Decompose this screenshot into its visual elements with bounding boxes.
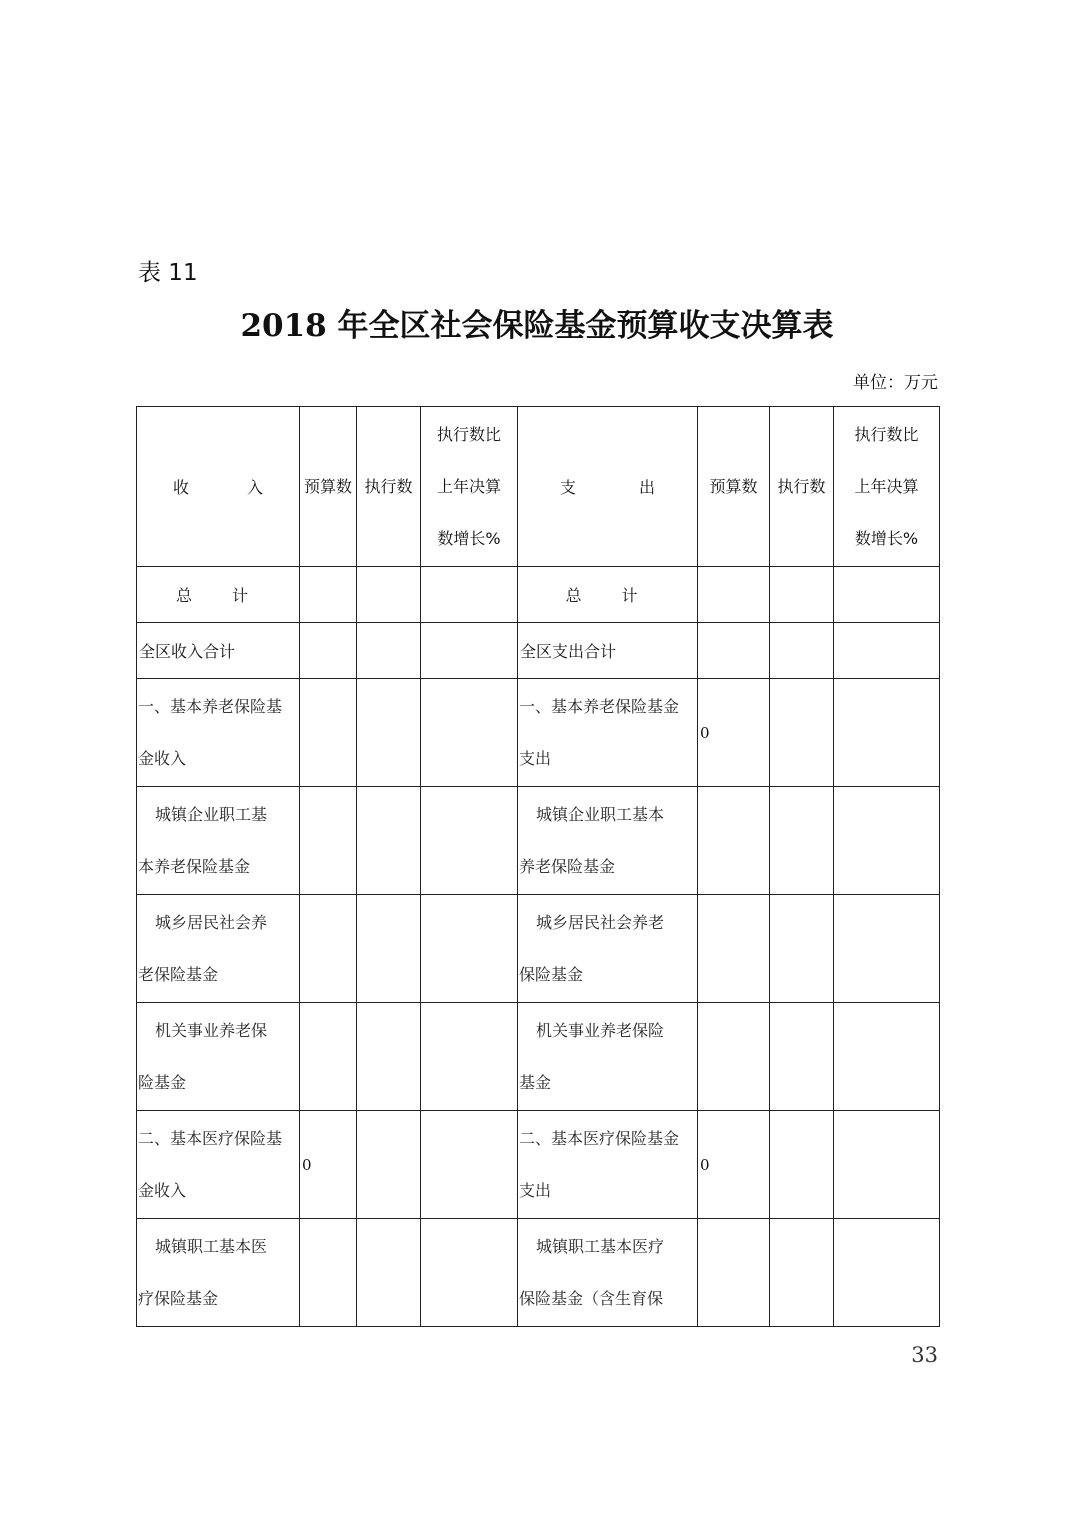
expense-label-line: 总 计 [565, 586, 650, 605]
income-header-left: 收 [173, 478, 190, 497]
income-executed-cell [357, 895, 421, 1003]
expense-growth-cell [834, 895, 940, 1003]
expense-header [518, 407, 698, 567]
income-label-line: 二、基本医疗保险基 [138, 1128, 283, 1148]
income-label-line: 金收入 [138, 1180, 187, 1200]
income-label-cell [137, 1111, 300, 1219]
income-executed-cell [357, 679, 421, 787]
growth-header-line: 上年决算 [436, 476, 501, 496]
expense-label-line: 一、基本养老保险基金 [519, 696, 680, 716]
expense-budget-cell [698, 567, 770, 623]
income-label-line: 一、基本养老保险基 [138, 696, 283, 716]
expense-label-line: 支出 [519, 748, 552, 768]
income-label-line: 城乡居民社会养 [155, 912, 268, 932]
income-header [137, 407, 300, 567]
income-budget-cell [300, 1003, 357, 1111]
income-header-right: 入 [246, 478, 263, 497]
expense-header-left: 支 [560, 478, 577, 497]
growth-header-line: 执行数比 [854, 424, 919, 444]
expense-label-line: 保险基金 [519, 964, 584, 984]
income-label-line: 城镇企业职工基 [155, 804, 268, 824]
income-executed-header: 执行数 [357, 407, 421, 567]
expense-executed-cell [770, 1003, 834, 1111]
income-growth-cell [421, 1219, 518, 1327]
income-label-cell [137, 1219, 300, 1327]
expense-label-cell [518, 1219, 698, 1327]
income-executed-cell [357, 1003, 421, 1111]
expense-label-line: 机关事业养老保险 [536, 1020, 665, 1040]
income-executed-cell [357, 623, 421, 679]
income-label-cell [137, 623, 300, 679]
expense-budget-cell [698, 1003, 770, 1111]
expense-budget-cell: 0 [698, 679, 770, 787]
income-growth-cell [421, 895, 518, 1003]
table-label: 表 11 [138, 260, 198, 286]
income-label-line: 全区收入合计 [139, 642, 236, 661]
expense-label-cell [518, 895, 698, 1003]
income-budget-cell [300, 567, 357, 623]
income-label-cell [137, 787, 300, 895]
income-label-line: 本养老保险基金 [138, 856, 251, 876]
income-executed-cell [357, 1111, 421, 1219]
income-executed-cell [357, 567, 421, 623]
income-label-line: 总 计 [175, 586, 260, 605]
income-budget-cell [300, 623, 357, 679]
expense-executed-header: 执行数 [770, 407, 834, 567]
table-row [137, 1219, 940, 1327]
expense-growth-cell [834, 1219, 940, 1327]
income-label-line: 疗保险基金 [138, 1288, 219, 1308]
expense-growth-cell [834, 567, 940, 623]
income-label-line: 险基金 [138, 1072, 187, 1092]
income-label-line: 机关事业养老保 [155, 1020, 268, 1040]
growth-header-line: 执行数比 [436, 424, 501, 444]
expense-budget-cell [698, 895, 770, 1003]
table-row [137, 679, 940, 787]
income-budget-cell: 0 [300, 1111, 357, 1219]
income-growth-cell [421, 1111, 518, 1219]
income-label-cell [137, 895, 300, 1003]
income-label-line: 金收入 [138, 748, 187, 768]
expense-label-cell [518, 567, 698, 623]
income-growth-cell [421, 787, 518, 895]
expense-label-cell [518, 623, 698, 679]
expense-label-line: 城镇企业职工基本 [536, 804, 665, 824]
expense-executed-cell [770, 1219, 834, 1327]
expense-label-line: 基金 [519, 1072, 552, 1092]
expense-budget-cell [698, 787, 770, 895]
expense-executed-cell [770, 787, 834, 895]
expense-growth-cell [834, 679, 940, 787]
table-row [137, 567, 940, 623]
growth-header-line: 数增长% [854, 528, 919, 548]
income-growth-cell [421, 567, 518, 623]
expense-budget-cell: 0 [698, 1111, 770, 1219]
expense-growth-header [834, 407, 940, 567]
expense-label-cell [518, 1111, 698, 1219]
expense-label-cell [518, 1003, 698, 1111]
expense-label-line: 保险基金（含生育保 [519, 1288, 664, 1308]
expense-label-line: 支出 [519, 1180, 552, 1200]
unit-label: 单位：万元 [853, 373, 938, 393]
expense-executed-cell [770, 895, 834, 1003]
table-row [137, 623, 940, 679]
income-budget-cell [300, 1219, 357, 1327]
expense-executed-cell [770, 679, 834, 787]
expense-growth-cell [834, 1111, 940, 1219]
page-number: 33 [911, 1343, 938, 1367]
expense-budget-cell [698, 623, 770, 679]
expense-label-line: 全区支出合计 [520, 642, 617, 661]
income-growth-cell [421, 1003, 518, 1111]
expense-label-cell [518, 787, 698, 895]
expense-executed-cell [770, 1111, 834, 1219]
expense-executed-cell [770, 623, 834, 679]
income-budget-header: 预算数 [300, 407, 357, 567]
document-title: 2018 年全区社会保险基金预算收支决算表 [240, 308, 834, 344]
income-growth-cell [421, 623, 518, 679]
growth-header-line: 上年决算 [854, 476, 919, 496]
expense-budget-header: 预算数 [698, 407, 770, 567]
expense-header-right: 出 [638, 478, 655, 497]
expense-label-cell [518, 679, 698, 787]
income-budget-cell [300, 787, 357, 895]
expense-growth-cell [834, 787, 940, 895]
table-row [137, 787, 940, 895]
expense-growth-cell [834, 623, 940, 679]
table-row [137, 1111, 940, 1219]
income-budget-cell [300, 679, 357, 787]
expense-budget-cell [698, 1219, 770, 1327]
income-label-line: 老保险基金 [138, 964, 219, 984]
budget-table [136, 406, 940, 1327]
expense-executed-cell [770, 567, 834, 623]
income-growth-cell [421, 679, 518, 787]
expense-label-line: 城乡居民社会养老 [536, 912, 665, 932]
income-label-cell [137, 679, 300, 787]
income-growth-header [421, 407, 518, 567]
income-executed-cell [357, 1219, 421, 1327]
header-row [137, 407, 940, 567]
income-budget-cell [300, 895, 357, 1003]
expense-label-line: 养老保险基金 [519, 856, 616, 876]
income-executed-cell [357, 787, 421, 895]
growth-header-line: 数增长% [437, 528, 501, 548]
table-row [137, 895, 940, 1003]
income-label-cell [137, 1003, 300, 1111]
table-row [137, 1003, 940, 1111]
expense-label-line: 城镇职工基本医疗 [536, 1236, 665, 1256]
income-label-cell [137, 567, 300, 623]
expense-label-line: 二、基本医疗保险基金 [519, 1128, 680, 1148]
expense-growth-cell [834, 1003, 940, 1111]
income-label-line: 城镇职工基本医 [155, 1236, 268, 1256]
